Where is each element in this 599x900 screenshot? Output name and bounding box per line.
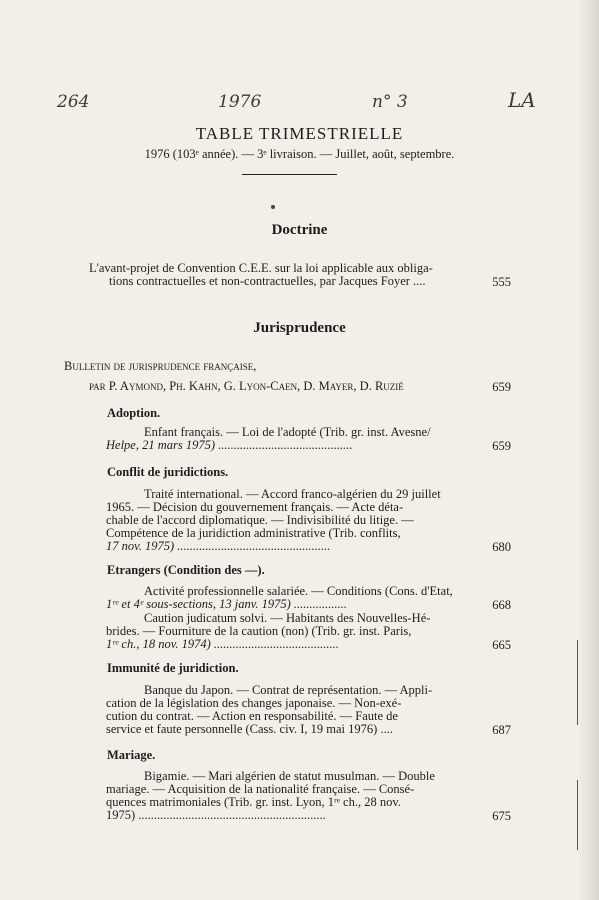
entry-page: 668	[492, 598, 511, 612]
ornament-dot	[271, 205, 275, 209]
entry-line: Compétence de la juridiction administrative (Trib. conflits,	[106, 527, 401, 540]
entry-line: 1ʳᵉ et 4ᵉ sous-sections, 13 janv. 1975) .................	[106, 598, 348, 611]
entry-mariage-1	[106, 770, 476, 822]
entry-line: cution du contrat. — Action en responsabilité. — Faute de	[106, 710, 398, 723]
entry-line: Caution judicatum solvi. — Habitants des Nouvelles-Hé-	[144, 612, 431, 625]
entry-line: chable de l'accord diplomatique. — Indivisibilité du litige. —	[106, 514, 414, 527]
entry-line: Banque du Japon. — Contrat de représentation. — Appli-	[144, 684, 433, 697]
entry-line: brides. — Fourniture de la caution (non) (Trib. gr. inst. Paris,	[106, 625, 412, 638]
entry-line: Enfant français. — Loi de l'adopté (Trib. gr. inst. Avesne/	[144, 426, 431, 439]
title-rule	[242, 174, 337, 175]
page-title: TABLE TRIMESTRIELLE	[195, 124, 404, 143]
entry-line: 1ʳᵉ ch., 18 nov. 1974) ........................................	[106, 638, 339, 651]
group-head-immunite: Immunité de juridiction.	[107, 661, 239, 675]
entry-etrangers-2	[106, 612, 476, 651]
entry-line: Helpe, 21 mars 1975) ...........................................	[106, 439, 353, 452]
margin-line	[577, 780, 578, 850]
bulletin-page: 659	[492, 380, 511, 394]
group-head-etrangers: Etrangers (Condition des —).	[107, 563, 265, 577]
doctrine-line-1: L'avant-projet de Convention C.E.E. sur la loi applicable aux obliga-	[89, 262, 433, 275]
entry-page: 687	[492, 723, 511, 737]
section-doctrine: Doctrine	[271, 222, 328, 238]
entry-line: Traité international. — Accord franco-algérien du 29 juillet	[144, 488, 441, 501]
group-head-conflit: Conflit de juridictions.	[107, 465, 229, 479]
doctrine-entry	[89, 262, 474, 288]
handwritten-initials: LA	[508, 88, 536, 112]
doctrine-line-2: tions contractuelles et non-contractuelles, par Jacques Foyer ....	[109, 275, 426, 288]
entry-page: 659	[492, 439, 511, 453]
entry-line: 17 nov. 1975) .................................................	[106, 540, 331, 553]
page-subtitle: 1976 (103ᵉ année). — 3ᵉ livraison. — Juillet, août, septembre.	[144, 147, 455, 161]
entry-line: 1965. — Décision du gouvernement français. — Acte déta-	[106, 501, 404, 514]
entry-page: 680	[492, 540, 511, 554]
handwritten-year: 1976	[218, 92, 262, 112]
group-head-adoption: Adoption.	[107, 406, 161, 420]
entry-line: quences matrimoniales (Trib. gr. inst. Lyon, 1ʳᵉ ch., 28 nov.	[106, 796, 401, 809]
entry-page: 675	[492, 809, 511, 823]
entry-line: Activité professionnelle salariée. — Conditions (Cons. d'Etat,	[144, 585, 453, 598]
entry-line: service et faute personnelle (Cass. civ. I, 19 mai 1976) ....	[106, 723, 393, 736]
bulletin-label: Bulletin de jurisprudence française,	[64, 359, 257, 373]
handwritten-issue: n° 3	[372, 92, 408, 112]
entry-immunite-1	[106, 684, 476, 736]
bulletin-authors: par P. Aymond, Ph. Kahn, G. Lyon-Caen, D. Mayer, D. Ruzié	[89, 379, 404, 393]
entry-line: 1975) ............................................................	[106, 809, 326, 822]
doctrine-page: 555	[492, 275, 511, 289]
entry-line: mariage. — Acquisition de la nationalité française. — Consé-	[106, 783, 415, 796]
entry-adoption-1	[106, 426, 476, 452]
margin-line	[577, 640, 578, 725]
section-jurisprudence: Jurisprudence	[253, 320, 346, 336]
entry-page: 665	[492, 638, 511, 652]
handwritten-number: 264	[57, 92, 90, 112]
entry-conflit-1	[106, 488, 476, 553]
entry-line: cation de la législation des changes japonaise. — Non-exé-	[106, 697, 402, 710]
entry-line: Bigamie. — Mari algérien de statut musulman. — Double	[144, 770, 435, 783]
group-head-mariage: Mariage.	[107, 748, 156, 762]
entry-etrangers-1	[106, 585, 476, 611]
